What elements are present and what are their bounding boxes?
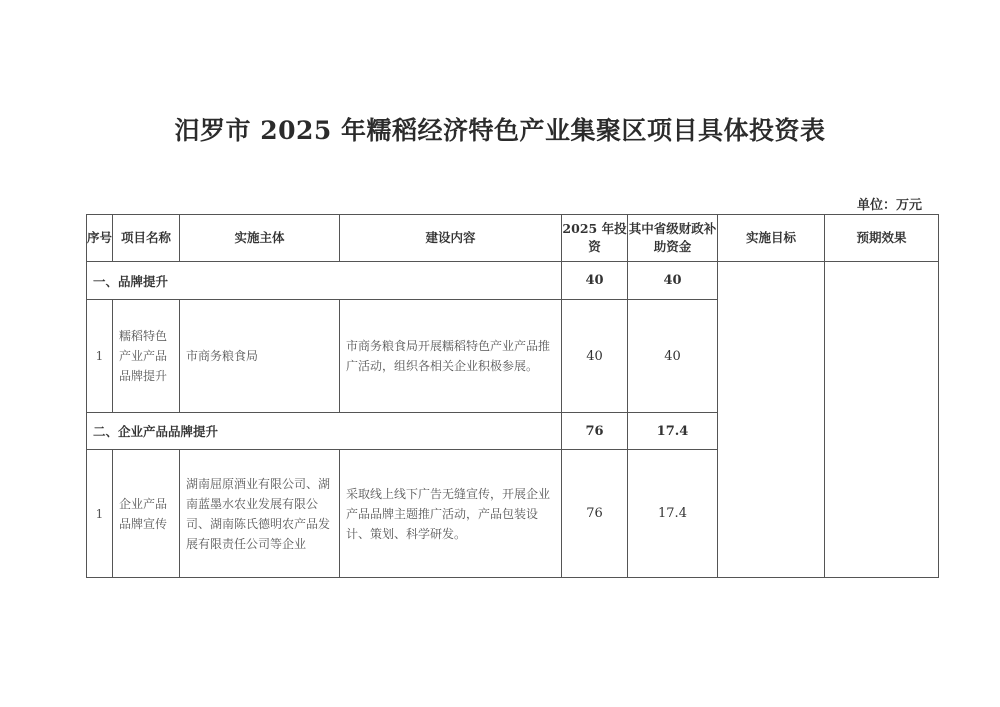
row-entity: 湖南屈原酒业有限公司、湖南蓝墨水农业发展有限公司、湖南陈氏德明农产品发展有限责任公司等企业 [180,450,340,578]
header-invest: 2025 年投资 [562,215,628,262]
section-invest: 76 [562,413,628,450]
section-subsidy: 17.4 [628,413,718,450]
header-goal: 实施目标 [718,215,825,262]
header-content: 建设内容 [340,215,562,262]
investment-table [86,214,939,578]
row-subsidy: 40 [628,300,718,413]
row-project-name: 糯稻特色产业产品品牌提升 [113,300,180,413]
row-entity: 市商务粮食局 [180,300,340,413]
row-content: 市商务粮食局开展糯稻特色产业产品推广活动，组织各相关企业积极参展。 [340,300,562,413]
header-effect: 预期效果 [825,215,939,262]
row-subsidy: 17.4 [628,450,718,578]
row-invest: 40 [562,300,628,413]
header-name: 项目名称 [113,215,180,262]
page-title: 汨罗市 2025 年糯稻经济特色产业集聚区项目具体投资表 [174,116,826,145]
row-invest: 76 [562,450,628,578]
row-seq: 1 [87,450,113,578]
row-project-name: 企业产品品牌宣传 [113,450,180,578]
row-content: 采取线上线下广告无缝宣传，开展企业产品品牌主题推广活动，产品包装设计、策划、科学研发。 [340,450,562,578]
header-row [87,215,939,262]
section-title: 一、品牌提升 [87,262,562,300]
header-seq: 序号 [87,215,113,262]
row-seq: 1 [87,300,113,413]
header-subsidy: 其中省级财政补助资金 [628,215,718,262]
section-row [87,262,939,300]
section-title: 二、企业产品品牌提升 [87,413,562,450]
effect-cell [825,262,939,578]
unit-label: 单位：万元 [856,198,922,213]
section-invest: 40 [562,262,628,300]
section-subsidy: 40 [628,262,718,300]
header-entity: 实施主体 [180,215,340,262]
goal-cell [718,262,825,578]
